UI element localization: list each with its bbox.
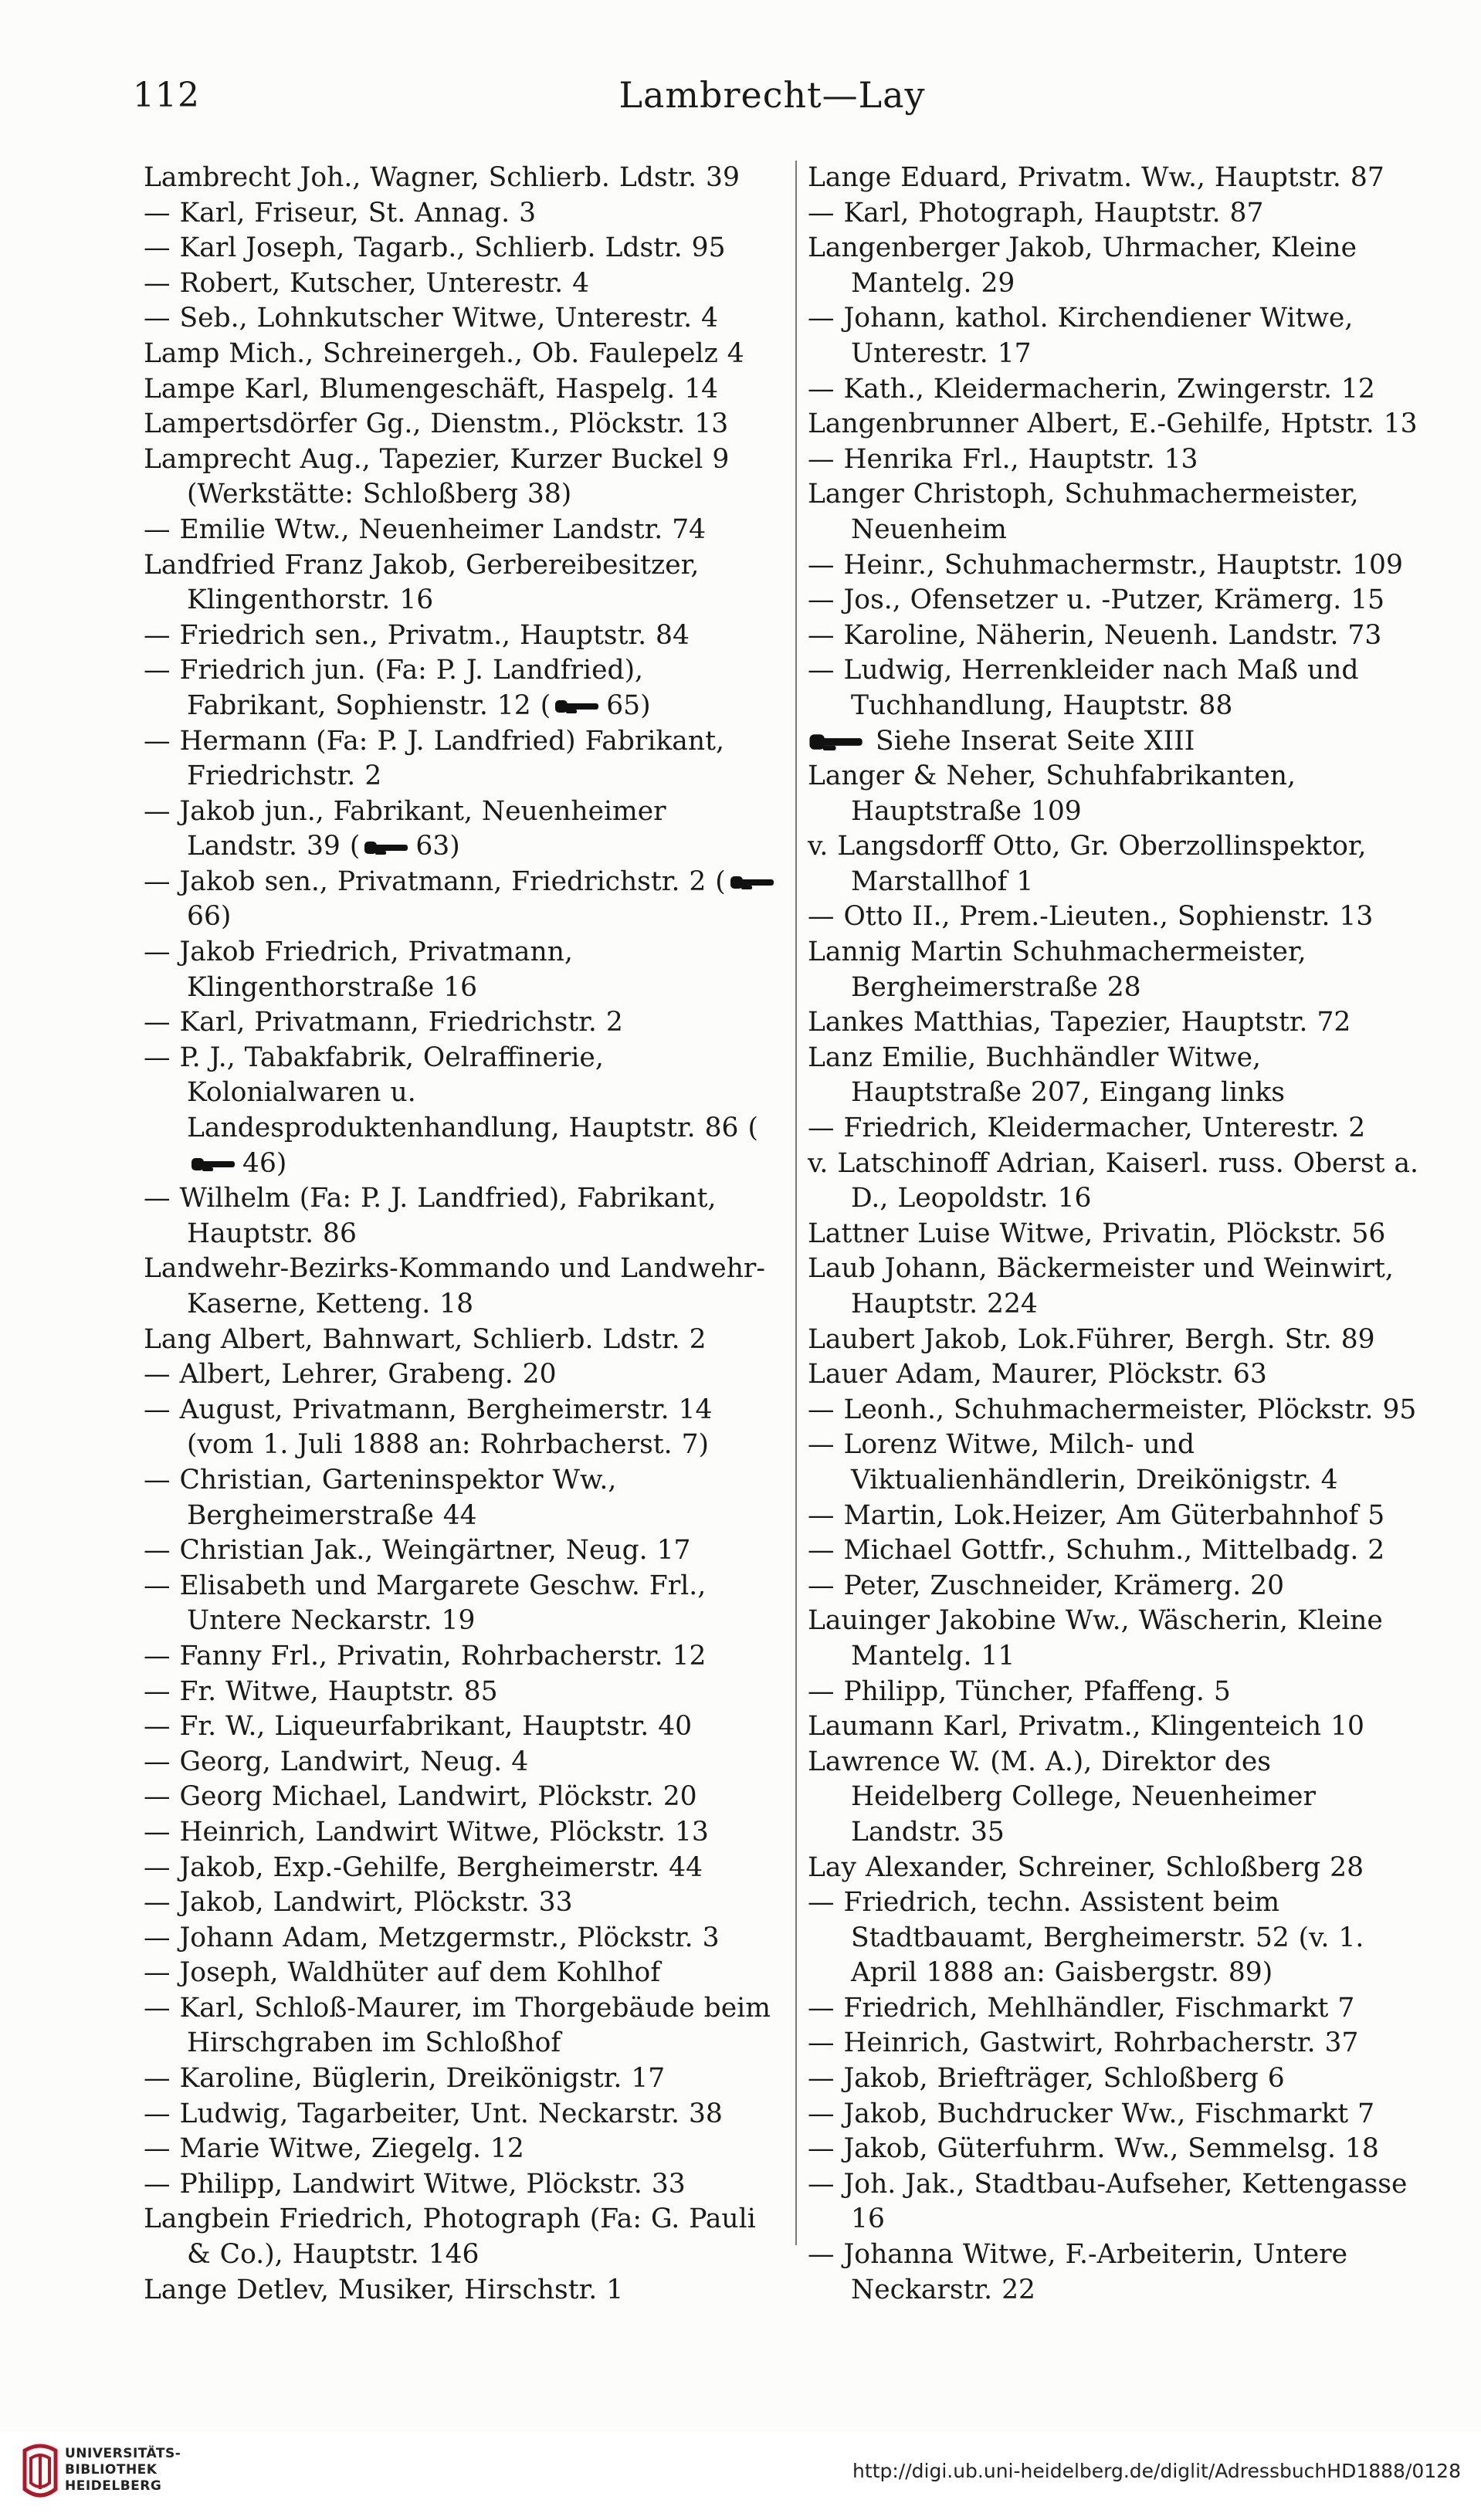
directory-entry <box>808 442 1432 478</box>
page-number: 112 <box>133 76 200 115</box>
directory-entry <box>144 1393 785 1463</box>
entry-text: — P. J., Tabakfabrik, Oelraffinerie, Kolonialwaren u. Landesproduktenhandlung, Hauptstr. 86 ( <box>144 1042 758 1144</box>
directory-entry <box>144 301 785 337</box>
entry-text: — Henrika Frl., Hauptstr. 13 <box>808 443 1198 475</box>
directory-entry <box>144 1533 785 1569</box>
entry-text: v. Langsdorff Otto, Gr. Oberzollinspektor, Marstallhof 1 <box>808 831 1367 897</box>
directory-entry <box>808 1885 1432 1991</box>
directory-entry <box>144 1956 785 1991</box>
directory-entry <box>808 231 1432 301</box>
advertisement-page-ref: 65) <box>606 689 651 721</box>
left-column <box>144 161 785 2305</box>
directory-entry <box>808 161 1432 196</box>
logo-line: UNIVERSITÄTS- <box>65 2446 181 2461</box>
running-head: Lambrecht—Lay <box>618 74 926 116</box>
entry-text: — Philipp, Landwirt Witwe, Plöckstr. 33 <box>144 2168 686 2200</box>
entry-text: — Friedrich, techn. Assistent beim Stadtbauamt, Bergheimerstr. 52 (v. 1. April 1888 an: Gaisbergstr. 89) <box>808 1887 1364 1989</box>
footer <box>0 2432 1481 2520</box>
entry-text: — Jakob, Güterfuhrm. Ww., Semmelsg. 18 <box>808 2133 1379 2165</box>
entry-text: — Jakob, Exp.-Gehilfe, Bergheimerstr. 44 <box>144 1851 703 1883</box>
directory-entry <box>808 935 1432 1005</box>
entry-text: — Elisabeth und Margarete Geschw. Frl., Untere Neckarstr. 19 <box>144 1570 707 1637</box>
directory-entry <box>144 1885 785 1921</box>
page-header <box>124 68 1421 122</box>
entry-text: — Georg, Landwirt, Neug. 4 <box>144 1746 529 1777</box>
entry-text: — Joh. Jak., Stadtbau-Aufseher, Kettengasse 16 <box>808 2168 1408 2235</box>
directory-entry <box>144 266 785 302</box>
directory-entry <box>144 1463 785 1533</box>
entry-text: — Christian Jak., Weingärtner, Neug. 17 <box>144 1535 691 1567</box>
entry-text: — Friedrich sen., Privatm., Hauptstr. 84 <box>144 619 690 651</box>
entry-text: — Philipp, Tüncher, Pfaffeng. 5 <box>808 1675 1231 1707</box>
entry-text: Lange Detlev, Musiker, Hirschstr. 1 <box>144 2274 624 2305</box>
directory-entry <box>144 337 785 372</box>
entry-text: — Johann Adam, Metzgermstr., Plöckstr. 3 <box>144 1922 720 1953</box>
entry-text: Landfried Franz Jakob, Gerbereibesitzer, Klingenthorstr. 16 <box>144 549 700 616</box>
directory-entry <box>144 2167 785 2203</box>
directory-entry <box>808 372 1432 408</box>
directory-entry <box>808 477 1432 547</box>
pointing-hand-icon <box>554 697 603 716</box>
directory-entry <box>144 1357 785 1393</box>
directory-entry <box>808 1569 1432 1604</box>
directory-entry <box>808 2097 1432 2132</box>
directory-entry <box>144 1991 785 2061</box>
pointing-hand-icon <box>363 838 412 857</box>
directory-entry <box>144 442 785 513</box>
directory-entry <box>144 1569 785 1639</box>
logo-text <box>65 2446 181 2495</box>
directory-entry <box>144 161 785 196</box>
entry-text: Lauer Adam, Maurer, Plöckstr. 63 <box>808 1359 1267 1390</box>
advertisement-page-ref: 46) <box>242 1147 287 1179</box>
directory-entry <box>808 583 1432 618</box>
entry-text: Laumann Karl, Privatm., Klingenteich 10 <box>808 1711 1364 1743</box>
entry-text: Lanz Emilie, Buchhändler Witwe, Hauptstraße 207, Eingang links <box>808 1042 1285 1109</box>
entry-text: — Jakob, Briefträger, Schloßberg 6 <box>808 2063 1285 2095</box>
entry-text: Langer Christoph, Schuhmachermeister, Neuenheim <box>808 479 1359 545</box>
entry-text: Lambrecht Joh., Wagner, Schlierb. Ldstr. 39 <box>144 162 740 193</box>
entry-text: — Christian, Garteninspektor Ww., Bergheimerstraße 44 <box>144 1464 617 1531</box>
directory-entry <box>144 1921 785 1956</box>
entry-text: — Heinrich, Gastwirt, Rohrbacherstr. 37 <box>808 2027 1359 2059</box>
directory-entry <box>808 618 1432 654</box>
entry-text: Lankes Matthias, Tapezier, Hauptstr. 72 <box>808 1007 1351 1038</box>
directory-entry <box>144 1041 785 1181</box>
library-logo-icon <box>17 2435 63 2509</box>
entry-text: — Jakob Friedrich, Privatmann, Klingenthorstraße 16 <box>144 937 573 1003</box>
directory-entry <box>808 2026 1432 2061</box>
directory-entry <box>144 1675 785 1710</box>
entry-text: Lay Alexander, Schreiner, Schloßberg 28 <box>808 1851 1364 1883</box>
logo-line: BIBLIOTHEK <box>65 2462 158 2478</box>
column-divider <box>795 161 797 2245</box>
directory-entry <box>144 1323 785 1358</box>
directory-entry <box>808 1217 1432 1252</box>
directory-entry <box>808 1393 1432 1428</box>
directory-entry <box>808 1604 1432 1674</box>
entry-text: — Robert, Kutscher, Unterestr. 4 <box>144 267 590 299</box>
entry-text: Landwehr-Bezirks-Kommando und Landwehr-Kaserne, Ketteng. 18 <box>144 1253 766 1319</box>
directory-entry <box>144 1780 785 1815</box>
directory-entry <box>144 2202 785 2272</box>
directory-entry <box>144 1639 785 1675</box>
directory-entry <box>808 1041 1432 1111</box>
directory-entry <box>808 1709 1432 1745</box>
entry-text: — Friedrich, Mehlhändler, Fischmarkt 7 <box>808 1992 1355 2024</box>
entry-text: Lampe Karl, Blumengeschäft, Haspelg. 14 <box>144 373 719 405</box>
entry-text: — Georg Michael, Landwirt, Plöckstr. 20 <box>144 1781 697 1813</box>
directory-entry <box>808 2237 1432 2308</box>
directory-entry <box>144 1181 785 1252</box>
entry-text: — Ludwig, Herrenkleider nach Maß und Tuchhandlung, Hauptstr. 88 <box>808 655 1359 721</box>
entry-text: — Heinr., Schuhmachermstr., Hauptstr. 109 <box>808 549 1403 581</box>
directory-entry <box>808 829 1432 899</box>
entry-text: — Hermann (Fa: P. J. Landfried) Fabrikant, Friedrichstr. 2 <box>144 725 724 792</box>
entry-text: — Ludwig, Tagarbeiter, Unt. Neckarstr. 38 <box>144 2098 723 2129</box>
entry-text: Laubert Jakob, Lok.Führer, Bergh. Str. 89 <box>808 1323 1375 1355</box>
directory-entry <box>144 1252 785 1322</box>
directory-entry <box>144 653 785 723</box>
entry-text: — Albert, Lehrer, Grabeng. 20 <box>144 1359 557 1390</box>
directory-entry <box>808 196 1432 232</box>
directory-entry <box>808 1323 1432 1358</box>
directory-entry <box>808 724 1432 760</box>
pointing-hand-icon <box>808 728 868 756</box>
directory-entry <box>144 548 785 618</box>
entry-text: — Karl Joseph, Tagarb., Schlierb. Ldstr. 95 <box>144 232 726 264</box>
entry-text: — Michael Gottfr., Schuhm., Mittelbadg. 2 <box>808 1535 1385 1567</box>
entry-text: Lannig Martin Schuhmachermeister, Bergheimerstraße 28 <box>808 937 1306 1003</box>
directory-entry <box>144 2132 785 2167</box>
entry-text: Langer & Neher, Schuhfabrikanten, Hauptstraße 109 <box>808 760 1296 827</box>
directory-entry <box>808 1005 1432 1041</box>
entry-text: — Seb., Lohnkutscher Witwe, Unterestr. 4 <box>144 303 719 334</box>
entry-text: — Fr. W., Liqueurfabrikant, Hauptstr. 40 <box>144 1711 693 1743</box>
library-logo <box>17 2435 187 2512</box>
directory-entry <box>808 2132 1432 2167</box>
directory-entry <box>144 1005 785 1041</box>
directory-entry <box>808 1745 1432 1851</box>
entry-text: — Friedrich jun. (Fa: P. J. Landfried), Fabrikant, Sophienstr. 12 ( <box>144 655 643 721</box>
entry-text: Lauinger Jakobine Ww., Wäscherin, Kleine Mantelg. 11 <box>808 1605 1383 1672</box>
directory-entry <box>808 1111 1432 1147</box>
entry-text: — Peter, Zuschneider, Krämerg. 20 <box>808 1570 1285 1601</box>
entry-text: — Otto II., Prem.-Lieuten., Sophienstr. 13 <box>808 901 1374 933</box>
entry-text: — Karoline, Büglerin, Dreikönigstr. 17 <box>144 2063 666 2095</box>
entry-text: Lattner Luise Witwe, Privatin, Plöckstr. 56 <box>808 1218 1386 1249</box>
logo-line: HEIDELBERG <box>65 2478 162 2494</box>
directory-entry <box>144 513 785 548</box>
directory-entry <box>808 1252 1432 1322</box>
entry-text: Lamprecht Aug., Tapezier, Kurzer Buckel 9 (Werkstätte: Schloßberg 38) <box>144 443 730 510</box>
entry-text: — August, Privatmann, Bergheimerstr. 14 (vom 1. Juli 1888 an: Rohrbacherst. 7) <box>144 1394 713 1461</box>
entry-text: — Johann, kathol. Kirchendiener Witwe, Unterestr. 17 <box>808 303 1354 369</box>
entry-text: Lange Eduard, Privatm. Ww., Hauptstr. 87 <box>808 162 1384 193</box>
directory-entry <box>808 1147 1432 1217</box>
directory-entry <box>144 1709 785 1745</box>
source-url-link[interactable]: http://digi.ub.uni-heidelberg.de/diglit/AdressbuchHD1888/0128 <box>852 2460 1461 2482</box>
entry-text: Lang Albert, Bahnwart, Schlierb. Ldstr. 2 <box>144 1323 707 1355</box>
directory-entry <box>808 1991 1432 2027</box>
entry-text: — Jos., Ofensetzer u. -Putzer, Krämerg. 15 <box>808 584 1385 616</box>
entry-text: Laub Johann, Bäckermeister und Weinwirt, Hauptstr. 224 <box>808 1253 1394 1319</box>
entry-text: Lamp Mich., Schreinergeh., Ob. Faulepelz 4 <box>144 337 744 369</box>
directory-entry <box>808 407 1432 442</box>
entry-text: — Friedrich, Kleidermacher, Unterestr. 2 <box>808 1113 1366 1144</box>
directory-entry <box>144 865 785 935</box>
entry-text: Langbein Friedrich, Photograph (Fa: G. Pauli & Co.), Hauptstr. 146 <box>144 2203 756 2271</box>
directory-entry <box>144 2061 785 2097</box>
directory-entry <box>808 2061 1432 2097</box>
entry-text: Siehe Inserat Seite XIII <box>876 725 1195 757</box>
entry-text: — Jakob, Landwirt, Plöckstr. 33 <box>144 1887 573 1919</box>
entry-text: — Marie Witwe, Ziegelg. 12 <box>144 2133 524 2165</box>
directory-entry <box>808 759 1432 829</box>
right-column <box>808 161 1432 2305</box>
entry-text: — Emilie Wtw., Neuenheimer Landstr. 74 <box>144 513 707 545</box>
directory-entry <box>144 231 785 266</box>
entry-text: Langenberger Jakob, Uhrmacher, Kleine Mantelg. 29 <box>808 232 1357 299</box>
directory-entry <box>808 548 1432 584</box>
entry-text: — Karl, Photograph, Hauptstr. 87 <box>808 197 1264 229</box>
pointing-hand-icon <box>190 1155 239 1174</box>
directory-entry <box>808 1499 1432 1534</box>
entry-text: — Martin, Lok.Heizer, Am Güterbahnhof 5 <box>808 1499 1385 1531</box>
entry-text: — Johanna Witwe, F.-Arbeiterin, Untere Neckarstr. 22 <box>808 2239 1348 2305</box>
directory-entry <box>808 1533 1432 1569</box>
entry-text: Lampertsdörfer Gg., Dienstm., Plöckstr. 13 <box>144 408 729 440</box>
entry-text: v. Latschinoff Adrian, Kaiserl. russ. Oberst a. D., Leopoldstr. 16 <box>808 1147 1419 1214</box>
directory-entry <box>808 301 1432 371</box>
entry-text: — Lorenz Witwe, Milch- und Viktualienhändlerin, Dreikönigstr. 4 <box>808 1429 1338 1495</box>
directory-entry <box>808 1851 1432 1886</box>
directory-entry <box>144 794 785 865</box>
pointing-hand-icon <box>729 873 778 892</box>
entry-text: — Karl, Privatmann, Friedrichstr. 2 <box>144 1007 623 1038</box>
entry-text: Lawrence W. (M. A.), Direktor des Heidelberg College, Neuenheimer Landstr. 35 <box>808 1746 1316 1848</box>
entry-text: — Heinrich, Landwirt Witwe, Plöckstr. 13 <box>144 1816 709 1848</box>
entry-text: — Wilhelm (Fa: P. J. Landfried), Fabrikant, Hauptstr. 86 <box>144 1183 717 1249</box>
entry-text: — Jakob jun., Fabrikant, Neuenheimer Landstr. 39 ( <box>144 795 666 862</box>
advertisement-page-ref: 66) <box>187 901 232 933</box>
directory-entry <box>808 1357 1432 1393</box>
directory-entry <box>144 1815 785 1851</box>
entry-text: Langenbrunner Albert, E.-Gehilfe, Hptstr. 13 <box>808 408 1418 440</box>
directory-entry <box>144 935 785 1005</box>
directory-entry <box>808 899 1432 935</box>
entry-text: — Fr. Witwe, Hauptstr. 85 <box>144 1675 498 1707</box>
directory-entry <box>144 372 785 408</box>
advertisement-page-ref: 63) <box>415 831 460 862</box>
entry-text: — Karoline, Näherin, Neuenh. Landstr. 73 <box>808 619 1382 651</box>
entry-text: — Karl, Friseur, St. Annag. 3 <box>144 197 537 229</box>
entry-text: — Fanny Frl., Privatin, Rohrbacherstr. 12 <box>144 1640 707 1672</box>
entry-text: — Karl, Schloß-Maurer, im Thorgebäude beim Hirschgraben im Schloßhof <box>144 1992 771 2059</box>
entry-text: — Jakob, Buchdrucker Ww., Fischmarkt 7 <box>808 2098 1375 2129</box>
directory-entry <box>144 1745 785 1780</box>
entry-text: — Joseph, Waldhüter auf dem Kohlhof <box>144 1957 661 1989</box>
directory-entry <box>808 2167 1432 2237</box>
entry-text: — Jakob sen., Privatmann, Friedrichstr. 2 ( <box>144 865 726 897</box>
directory-entry <box>144 2097 785 2132</box>
directory-entry <box>808 653 1432 723</box>
directory-entry <box>808 1675 1432 1710</box>
directory-entry <box>144 724 785 794</box>
entry-text: — Leonh., Schuhmachermeister, Plöckstr. 95 <box>808 1394 1417 1425</box>
directory-entry <box>144 196 785 232</box>
directory-entry <box>144 1851 785 1886</box>
directory-entry <box>144 2273 785 2308</box>
entry-text: — Kath., Kleidermacherin, Zwingerstr. 12 <box>808 373 1375 405</box>
directory-entry <box>144 407 785 442</box>
directory-entry <box>808 1428 1432 1498</box>
directory-entry <box>144 618 785 654</box>
